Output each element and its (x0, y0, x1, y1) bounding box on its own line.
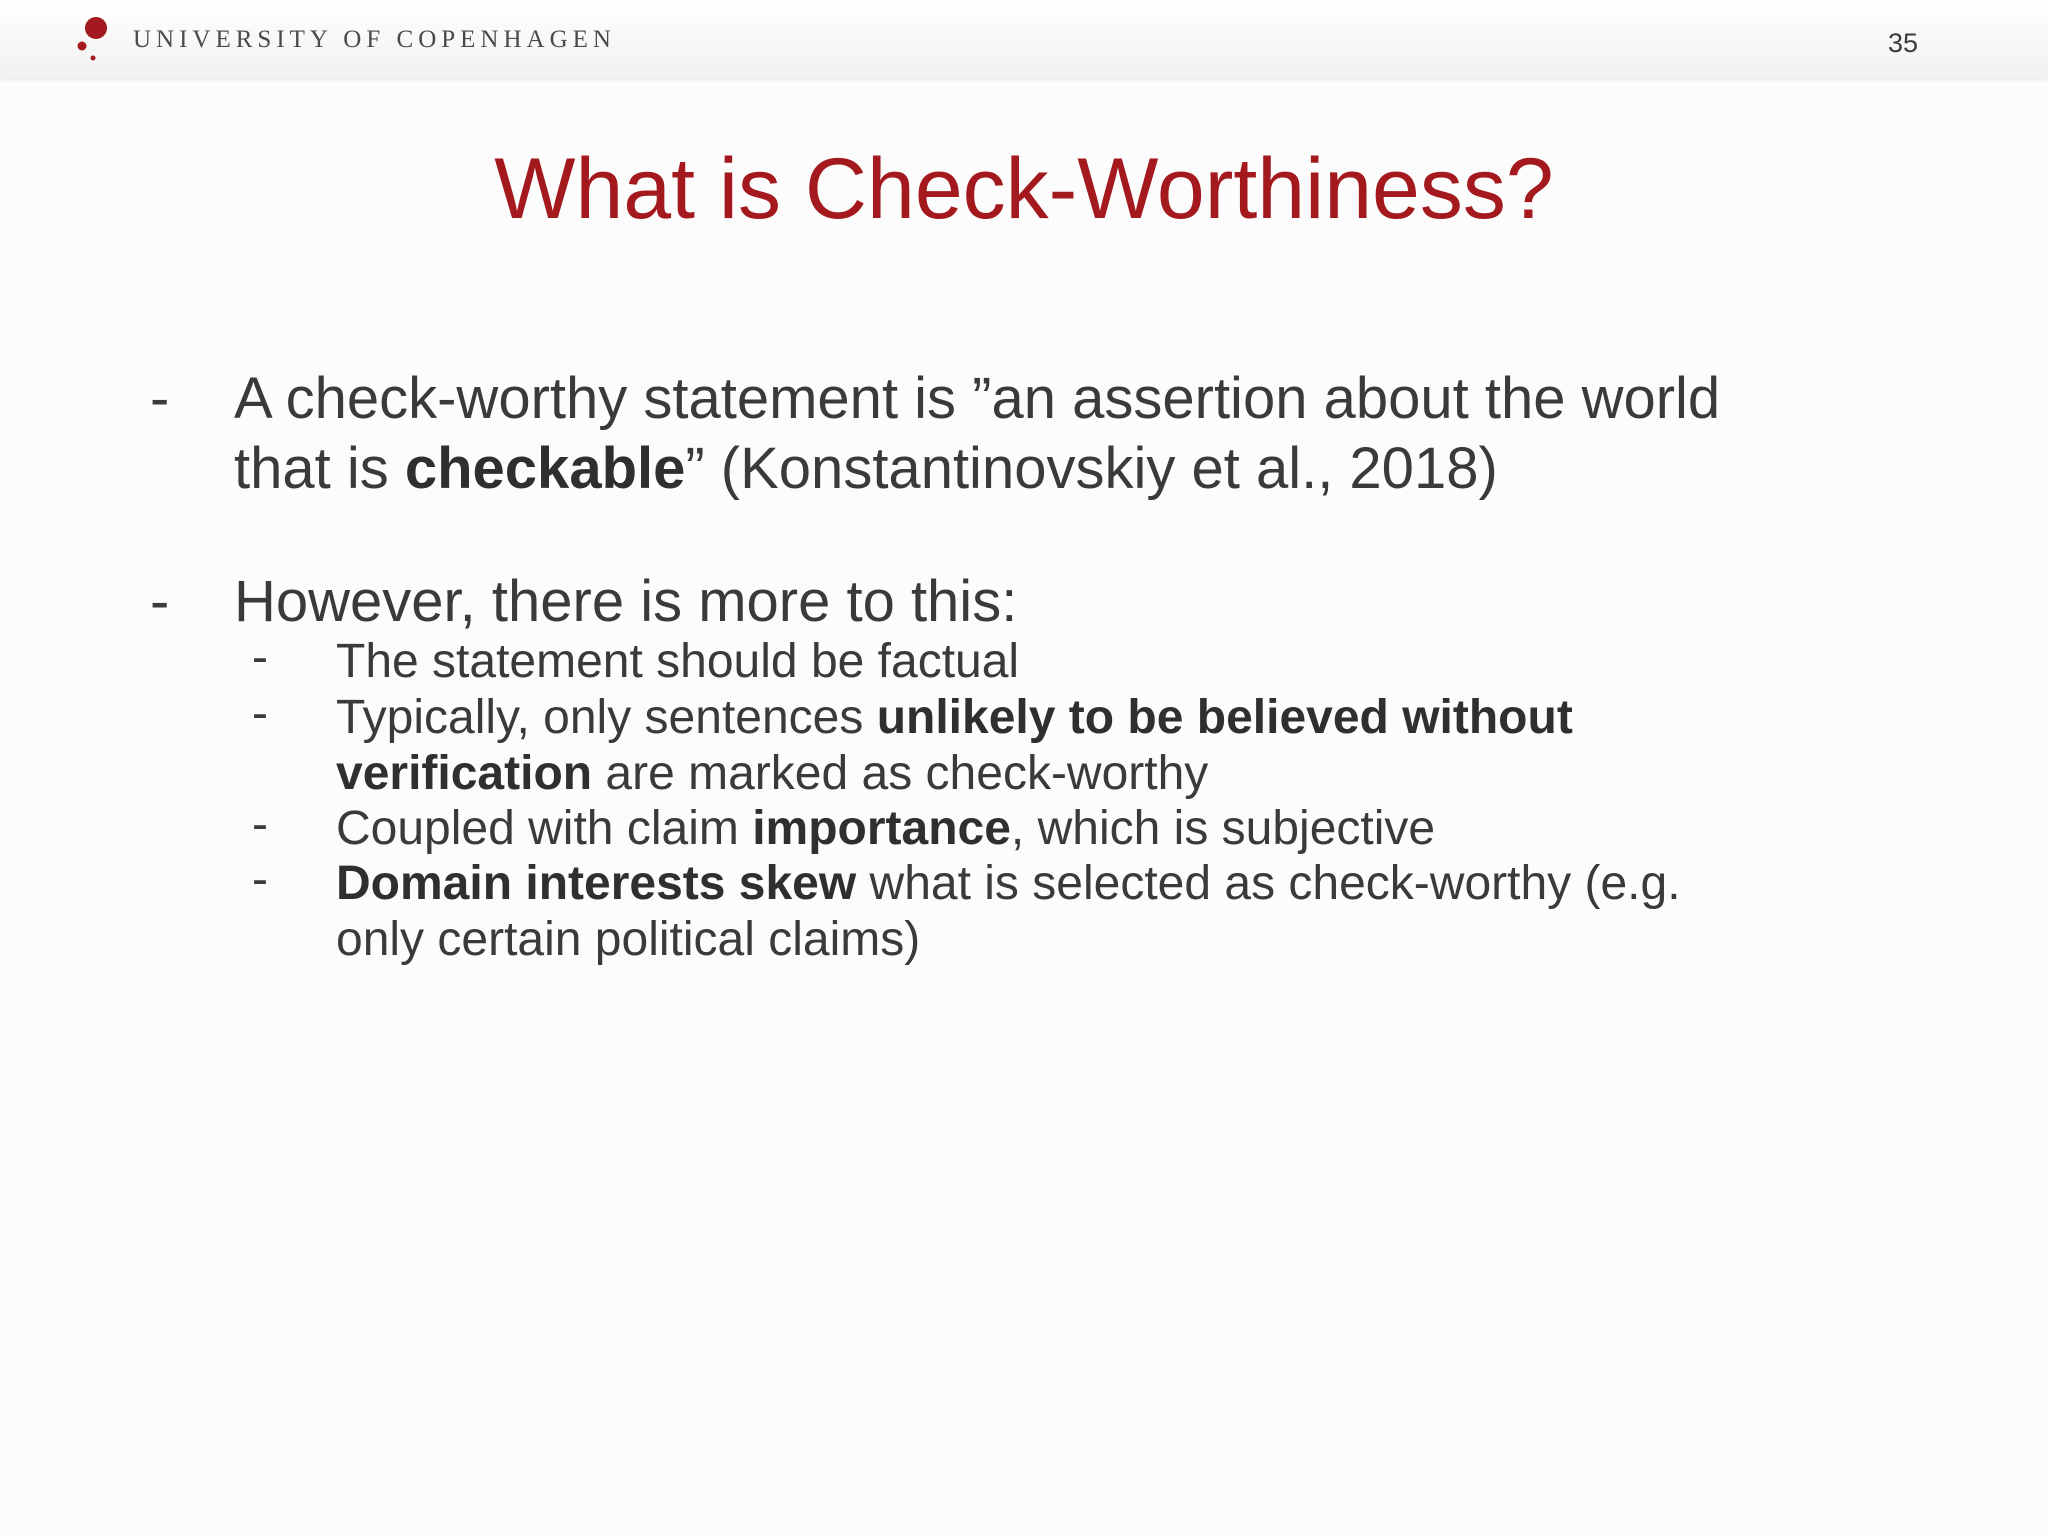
university-name: UNIVERSITY OF COPENHAGEN (133, 26, 616, 53)
sub-bullet-2-line-1 (336, 690, 1936, 746)
sub-bullet-4-line-2: only certain political claims) (336, 913, 921, 966)
sub-bullet-3-text (336, 801, 1936, 857)
bullet-1-line-1: A check-worthy statement is ”an assertion about the world (234, 366, 1721, 431)
bullet-1-line-2-text: that is (234, 436, 405, 501)
sub-bullet-dash: - (252, 798, 268, 851)
sub-bullet-2-text-end: are marked as check-worthy (592, 747, 1209, 800)
sub-bullet-2-bold-phrase: unlikely to be believed without (876, 691, 1573, 744)
sub-bullet-dash: - (252, 631, 268, 684)
bullet-2-line-1: However, there is more to this: (234, 569, 1018, 634)
bullet-1-line-2 (234, 434, 2048, 504)
sub-bullet-dash: - (252, 853, 268, 906)
slide-header (0, 0, 2048, 78)
bullet-1-bold-term: checkable (404, 436, 686, 501)
sub-bullet-3-text-start: Coupled with claim (336, 802, 753, 855)
sub-bullet-1-text: The statement should be factual (336, 635, 1020, 688)
sub-bullet-4-text: what is selected as check-worthy (e.g. (856, 857, 1681, 910)
sub-bullet-2-bold-term: verification (336, 747, 593, 800)
page-number: 35 (1887, 28, 1918, 58)
sub-bullet-dash: - (252, 687, 268, 740)
university-seal-logo-icon (74, 16, 114, 64)
sub-bullet-2-text: Typically, only sentences (336, 691, 877, 744)
sub-bullet-2-line-2 (336, 746, 1936, 802)
bullet-dash: - (150, 569, 170, 634)
bullet-1-citation: ” (Konstantinovskiy et al., 2018) (685, 436, 1498, 501)
sub-bullet-4-line-1 (336, 856, 1936, 912)
slide-title: What is Check-Worthiness? (494, 141, 1554, 237)
sub-bullet-4-bold-phrase: Domain interests skew (336, 857, 857, 910)
sub-bullet-3-bold-term: importance (752, 802, 1011, 855)
bullet-dash: - (150, 366, 170, 431)
sub-bullet-3-text-end: , which is subjective (1010, 802, 1436, 855)
